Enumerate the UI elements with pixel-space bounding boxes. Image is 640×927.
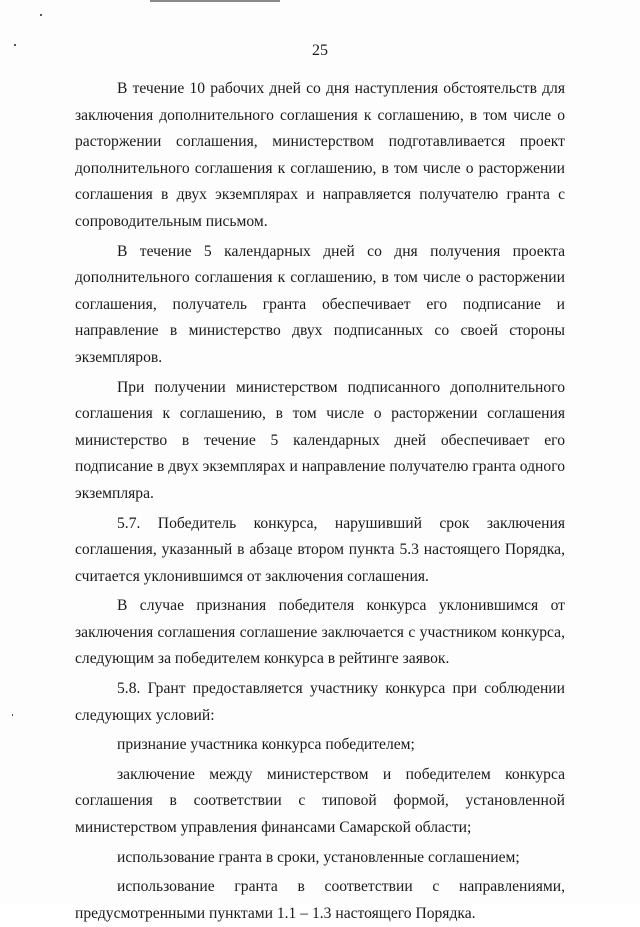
paragraph: 5.7. Победитель конкурса, нарушивший срок заключения соглашения, указанный в абзаце втором пункта 5.3 настоящего Порядка, считается уклонившимся от заключения соглашения. bbox=[75, 514, 565, 585]
scan-speck bbox=[40, 14, 42, 16]
paragraph: использование гранта в соответствии с направлениями, предусмотренными пунктами 1.1 – 1.3 настоящего Порядка. bbox=[75, 878, 565, 922]
paragraph: 5.8. Грант предоставляется участнику конкурса при соблюдении следующих условий: bbox=[75, 680, 565, 724]
page-number: 25 bbox=[312, 42, 328, 59]
paragraph: использование гранта в сроки, установленные соглашением; bbox=[117, 848, 520, 866]
paragraph: В случае признания победителя конкурса уклонившимся от заключения соглашения соглашение заключается с участником конкурса, следующим за победителем конкурса в рейтинге заявок. bbox=[75, 597, 565, 668]
scan-top-edge bbox=[150, 0, 280, 2]
scan-speck bbox=[12, 714, 13, 716]
paragraph: заключение между министерством и победителем конкурса соглашения в соответствии с типовой формой, установленной министерством управления финансами Самарской области; bbox=[75, 765, 565, 837]
paragraph: При получении министерством подписанного дополнительного соглашения к соглашению, в том числе о расторжении соглашения министерство в течение 5 календарных дней обеспечивает его подписание в двух экземплярах и направление получателю гранта одного экземпляра. bbox=[75, 378, 565, 502]
paragraph: В течение 10 рабочих дней со дня наступления обстоятельств для заключения дополнительного соглашения к соглашению, в том числе о расторжении соглашения, министерством подготавливается проект дополнительного соглашения к соглашению, в том числе о расторжении соглашения в двух экземплярах и направляется получателю гранта с сопроводительным письмом. bbox=[75, 80, 565, 230]
paragraph: признание участника конкурса победителем; bbox=[117, 736, 415, 754]
document-body bbox=[75, 76, 565, 927]
paragraph: В течение 5 календарных дней со дня получения проекта дополнительного соглашения к соглашению, в том числе о расторжении соглашения, получатель гранта обеспечивает его подписание и направление в министерство двух подписанных со своей стороны экземпляров. bbox=[75, 242, 565, 366]
